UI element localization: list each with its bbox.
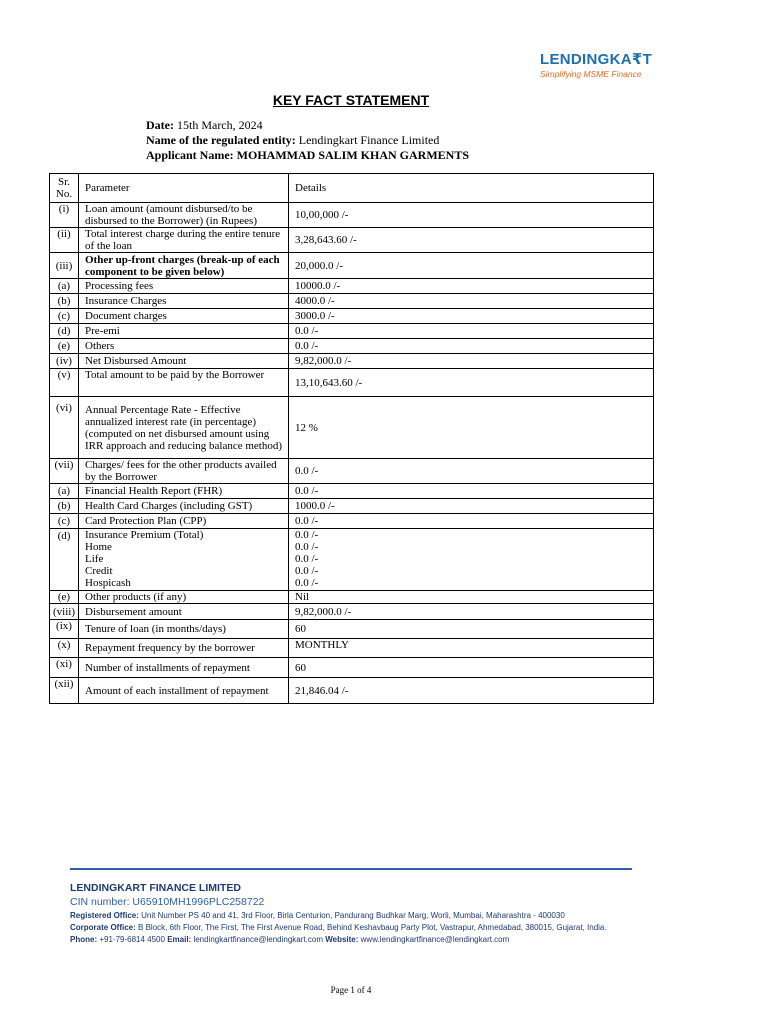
entity-value: Lendingkart Finance Limited (298, 133, 440, 147)
row-sr: (ix) (50, 620, 79, 639)
row-sr: (c) (50, 514, 79, 529)
row-parameter: Financial Health Report (FHR) (79, 484, 289, 499)
table-row (50, 459, 654, 484)
page-number: Page 1 of 4 (330, 985, 372, 995)
parameter-line: Life (85, 553, 104, 565)
table-row (50, 604, 654, 620)
row-sr: (vi) (50, 397, 79, 459)
row-parameter: Other products (if any) (79, 591, 289, 604)
row-parameter: Pre-emi (79, 324, 289, 339)
row-details: MONTHLY (289, 639, 654, 658)
row-parameter: Number of installments of repayment (79, 658, 289, 678)
row-parameter: Others (79, 339, 289, 354)
row-parameter: Total interest charge during the entire tenure of the loan (79, 228, 289, 253)
header-sr-no: Sr. No. (50, 174, 79, 203)
row-parameter: Health Card Charges (including GST) (79, 499, 289, 514)
row-parameter: Charges/ fees for the other products availed by the Borrower (79, 459, 289, 484)
row-parameter: Processing fees (79, 279, 289, 294)
row-parameter: Amount of each installment of repayment (79, 678, 289, 704)
table-row (50, 639, 654, 658)
document-title: KEY FACT STATEMENT (272, 92, 430, 108)
table-row (50, 397, 654, 459)
company-logo (540, 50, 670, 79)
table-row (50, 499, 654, 514)
row-sr: (d) (50, 324, 79, 339)
parameter-line: Credit (85, 565, 113, 577)
row-sr: (d) (50, 529, 79, 591)
row-sr: (iv) (50, 354, 79, 369)
footer-cin: CIN number: U65910MH1996PLC258722 (70, 896, 265, 908)
details-line: 0.0 /- (295, 529, 319, 541)
table-row (50, 203, 654, 228)
row-sr: (vii) (50, 459, 79, 484)
header-details: Details (289, 174, 654, 203)
row-parameter: Insurance Charges (79, 294, 289, 309)
row-details: 12 % (289, 397, 654, 459)
parameter-line: Insurance Premium (Total) (85, 529, 204, 541)
row-parameter: Tenure of loan (in months/days) (79, 620, 289, 639)
table-row (50, 620, 654, 639)
table-row (50, 294, 654, 309)
row-details: 60 (289, 620, 654, 639)
date-label: Date: (146, 118, 174, 132)
header-parameter: Parameter (79, 174, 289, 203)
details-line: 0.0 /- (295, 553, 319, 565)
details-line: 0.0 /- (295, 541, 319, 553)
row-sr: (viii) (50, 604, 79, 620)
footer-corporate-office (70, 923, 607, 932)
row-details: 0.0 /- (289, 514, 654, 529)
registered-label: Registered Office: (70, 911, 139, 920)
row-parameter: Disbursement amount (79, 604, 289, 620)
row-details: Nil (289, 591, 654, 604)
row-sr: (iii) (50, 253, 79, 279)
row-parameter: Other up-front charges (break-up of each component to be given below) (79, 253, 289, 279)
email-label: Email: (167, 935, 192, 944)
table-row (50, 514, 654, 529)
entity-line (146, 133, 469, 148)
row-details: 3000.0 /- (289, 309, 654, 324)
table-row (50, 591, 654, 604)
row-parameter: Card Protection Plan (CPP) (79, 514, 289, 529)
table-row (50, 678, 654, 704)
registered-address: Unit Number PS 40 and 41, 3rd Floor, Birla Centurion, Pandurang Budhkar Marg, Worli, Mumbai, Maharashtra - 400030 (141, 911, 565, 920)
row-details: 0.0 /- (289, 484, 654, 499)
website-label: Website: (325, 935, 359, 944)
row-details: 0.0 /- (289, 324, 654, 339)
corporate-address: B Block, 6th Floor, The First, The First Avenue Road, Behind Keshavbaug Party Plot, Vastrapur, Ahmedabad, 380015, Gujarat, India. (138, 923, 607, 932)
row-sr: (x) (50, 639, 79, 658)
phone-label: Phone: (70, 935, 98, 944)
row-sr: (xii) (50, 678, 79, 704)
phone-value: +91-79-6814 4500 (99, 935, 165, 944)
row-details: 10,00,000 /- (289, 203, 654, 228)
footer (70, 882, 607, 944)
row-details: 3,28,643.60 /- (289, 228, 654, 253)
row-sr: (i) (50, 203, 79, 228)
footer-registered-office (70, 911, 607, 920)
table-row (50, 529, 654, 591)
footer-divider (70, 868, 632, 870)
table-header-row (50, 174, 654, 203)
table-row (50, 354, 654, 369)
row-details: 60 (289, 658, 654, 678)
footer-company: LENDINGKART FINANCE LIMITED (70, 882, 241, 894)
details-line: 0.0 /- (295, 577, 319, 589)
row-sr: (ii) (50, 228, 79, 253)
row-parameter (79, 529, 289, 591)
row-sr: (e) (50, 591, 79, 604)
row-sr: (c) (50, 309, 79, 324)
parameter-line: Hospicash (85, 577, 131, 589)
row-details: 4000.0 /- (289, 294, 654, 309)
website-value: www.lendingkartfinance@lendingkart.com (360, 935, 510, 944)
row-details: 21,846.04 /- (289, 678, 654, 704)
table-row (50, 369, 654, 397)
row-sr: (b) (50, 294, 79, 309)
entity-label: Name of the regulated entity: (146, 133, 296, 147)
logo-tagline: Simplifying MSME Finance (540, 69, 642, 79)
table-row (50, 228, 654, 253)
details-line: 0.0 /- (295, 565, 319, 577)
parameter-line: Home (85, 541, 112, 553)
row-parameter: Annual Percentage Rate - Effective annualized interest rate (in percentage) (computed on net disbursed amount using IRR approach and reducing balance method) (79, 397, 289, 459)
row-sr: (b) (50, 499, 79, 514)
date-line (146, 118, 469, 133)
table-row (50, 658, 654, 678)
table-row (50, 253, 654, 279)
row-parameter: Repayment frequency by the borrower (79, 639, 289, 658)
statement-meta (146, 118, 469, 163)
applicant-label: Applicant Name: (146, 148, 234, 162)
email-value: lendingkartfinance@lendingkart.com (193, 935, 323, 944)
footer-contact (70, 935, 607, 944)
row-parameter: Total amount to be paid by the Borrower (79, 369, 289, 397)
logo-name: LENDINGKA₹T (540, 51, 653, 68)
table-row (50, 279, 654, 294)
row-sr: (v) (50, 369, 79, 397)
row-sr: (xi) (50, 658, 79, 678)
row-sr: (a) (50, 279, 79, 294)
table-row (50, 324, 654, 339)
table-row (50, 309, 654, 324)
table-row (50, 484, 654, 499)
row-parameter: Net Disbursed Amount (79, 354, 289, 369)
row-details: 0.0 /- (289, 459, 654, 484)
row-details: 9,82,000.0 /- (289, 604, 654, 620)
date-value: 15th March, 2024 (176, 118, 263, 132)
row-details: 13,10,643.60 /- (289, 369, 654, 397)
row-details: 1000.0 /- (289, 499, 654, 514)
row-parameter: Document charges (79, 309, 289, 324)
table-row (50, 339, 654, 354)
row-details: 20,000.0 /- (289, 253, 654, 279)
applicant-value: MOHAMMAD SALIM KHAN GARMENTS (236, 148, 469, 162)
row-sr: (e) (50, 339, 79, 354)
row-details: 0.0 /- (289, 339, 654, 354)
row-details: 10000.0 /- (289, 279, 654, 294)
row-sr: (a) (50, 484, 79, 499)
row-details (289, 529, 654, 591)
row-parameter: Loan amount (amount disbursed/to be disbursed to the Borrower) (in Rupees) (79, 203, 289, 228)
row-details: 9,82,000.0 /- (289, 354, 654, 369)
applicant-line (146, 148, 469, 163)
corporate-label: Corporate Office: (70, 923, 136, 932)
key-fact-table (49, 173, 654, 704)
